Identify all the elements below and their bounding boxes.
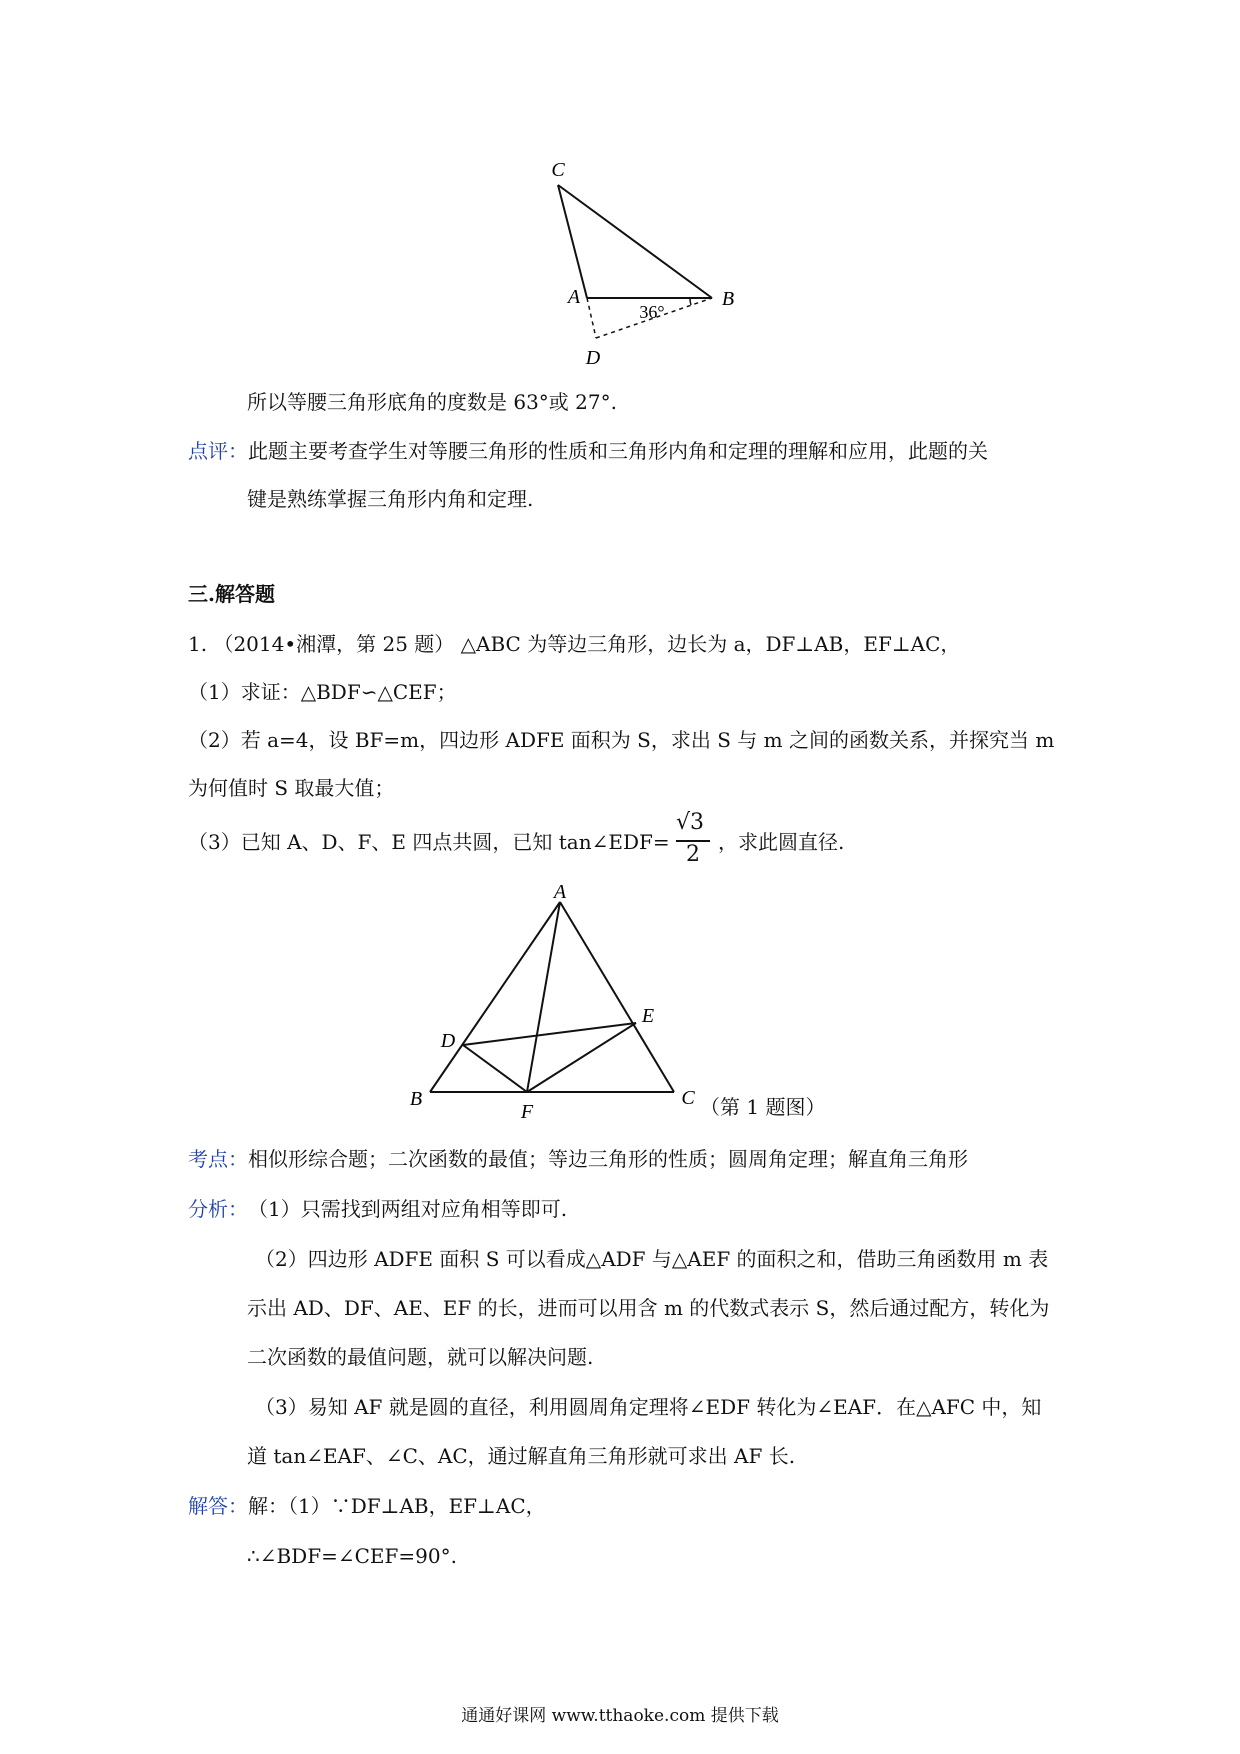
label-b: B: [721, 288, 735, 310]
segment-ef: [527, 1023, 636, 1092]
fraction-numerator: √3: [676, 810, 705, 835]
comment-label: 点评：: [188, 439, 248, 463]
label-d: D: [585, 347, 601, 369]
segment-af: [527, 902, 560, 1092]
analysis-p2-line-1: （2）四边形 ADFE 面积 S 可以看成△ADF 与△AEF 的面积之和，借助三角函数用 m 表: [255, 1247, 1049, 1271]
label-f: F: [520, 1101, 534, 1120]
problem-part-2-line-1: （2）若 a=4，设 BF=m，四边形 ADFE 面积为 S，求出 S 与 m 之间的函数关系，并探究当 m: [188, 728, 1055, 752]
side-ac: [560, 902, 674, 1092]
problem-part-3-after: ，求此圆直径.: [718, 830, 845, 854]
page-footer: 通通好课网 www.tthaoke.com 提供下载: [461, 1706, 779, 1726]
problem-part-2-line-2: 为何值时 S 取最大值；: [188, 776, 395, 800]
fraction-denominator: 2: [686, 842, 700, 867]
side-ab: [430, 902, 560, 1092]
conclusion-text: 所以等腰三角形底角的度数是 63°或 27°.: [247, 390, 617, 414]
solution-line-1: 解：（1）∵DF⊥AB，EF⊥AC，: [248, 1494, 546, 1518]
analysis-p3-line-1: （3）易知 AF 就是圆的直径，利用圆周角定理将∠EDF 转化为∠EAF．在△AFC 中，知: [255, 1395, 1042, 1419]
label-c: C: [681, 1087, 695, 1109]
analysis-p3-line-2: 道 tan∠EAF、∠C、AC，通过解直角三角形就可求出 AF 长.: [247, 1444, 796, 1468]
segment-de: [463, 1023, 636, 1045]
figure-triangle-abc-d: [540, 150, 770, 370]
angle-arc: [690, 298, 691, 305]
label-d: D: [440, 1030, 456, 1052]
figure-equilateral-triangle: [400, 880, 720, 1120]
solution-label: 解答：: [188, 1494, 248, 1518]
label-e: E: [641, 1005, 655, 1027]
segment-cb: [558, 185, 712, 298]
label-angle-36: 36°: [639, 302, 665, 322]
label-c: C: [551, 159, 565, 181]
label-a: A: [567, 286, 581, 308]
comment-line-1: 此题主要考查学生对等腰三角形的性质和三角形内角和定理的理解和应用，此题的关: [248, 439, 988, 463]
analysis-p2-line-2: 示出 AD、DF、AE、EF 的长，进而可以用含 m 的代数式表示 S，然后通过配方，转化为: [247, 1296, 1050, 1320]
analysis-p1: （1）只需找到两组对应角相等即可.: [248, 1197, 568, 1221]
problem-stem: 1. （2014•湘潭，第 25 题） △ABC 为等边三角形，边长为 a，DF⊥AB，EF⊥AC，: [188, 632, 961, 656]
analysis-label: 分析：: [188, 1197, 248, 1221]
knowledge-label: 考点：: [188, 1147, 248, 1171]
problem-part-3-before: （3）已知 A、D、F、E 四点共圆，已知 tan∠EDF=: [188, 830, 670, 854]
segment-df: [463, 1045, 527, 1092]
problem-part-1: （1）求证：△BDF∽△CEF；: [188, 680, 457, 704]
section-title: 三.解答题: [188, 582, 275, 606]
label-b: B: [409, 1088, 423, 1110]
segment-ad-dashed: [587, 298, 596, 338]
figure-caption: （第 1 题图）: [700, 1095, 826, 1119]
solution-line-2: ∴∠BDF=∠CEF=90°.: [247, 1544, 457, 1568]
comment-line-2: 键是熟练掌握三角形内角和定理.: [247, 487, 534, 511]
analysis-p2-line-3: 二次函数的最值问题，就可以解决问题.: [247, 1345, 594, 1369]
knowledge-text: 相似形综合题；二次函数的最值；等边三角形的性质；圆周角定理；解直角三角形: [248, 1147, 968, 1171]
label-a: A: [553, 881, 567, 903]
